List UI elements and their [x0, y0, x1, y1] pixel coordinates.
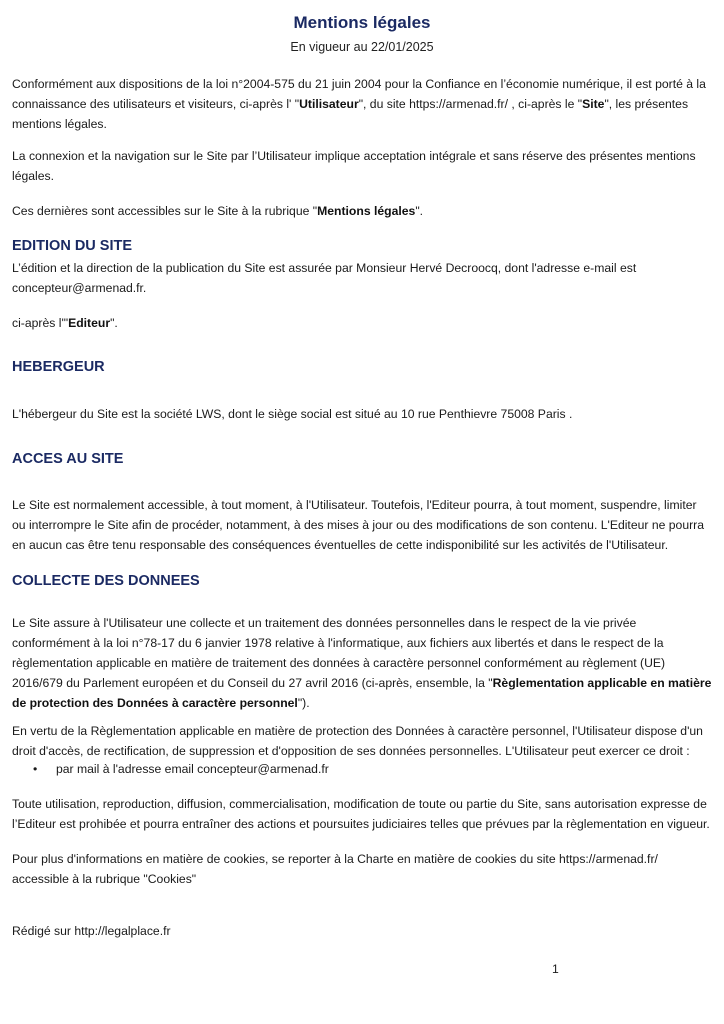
bold-term: Editeur: [68, 316, 111, 330]
text: Le Site assure à l'Utilisateur une collecte et un traitement des données personnelles dans le respect de la vie privée conformément à la loi n°78-17 du 6 janvier 1978 relative à l'informatique, aux fichiers aux libertés et dans le respect de la règlementation applicable en matière de traitement des données à caractère personnel conformément au règlement (UE) 2016/679 du Parlement européen et du Conseil du 27 avril 2016 (ci-après, ensemble, la ": [12, 616, 666, 690]
hebergeur-paragraph: L'hébergeur du Site est la société LWS, dont le siège social est situé au 10 rue Penthievre 75008 Paris .: [12, 407, 573, 421]
text: ", les présentes mentions légales.: [12, 97, 689, 131]
text: ".: [110, 316, 118, 330]
text: Conformément aux dispositions de la loi n°2004-575 du 21 juin 2004 pour la Confiance en l’économie numérique, il est porté à la connaissance des utilisateurs et visiteurs, ci-après l' ": [12, 77, 706, 111]
bullet-icon: •: [33, 762, 38, 776]
section-heading-hebergeur: HEBERGEUR: [12, 359, 105, 375]
edition-paragraph-1: L’édition et la direction de la publication du Site est assurée par Monsieur Hervé Decroocq, dont l'adresse e-mail est concepteur@armenad.fr.: [12, 261, 637, 295]
text: Ces dernières sont accessibles sur le Site à la rubrique ": [12, 204, 318, 218]
page-number: 1: [552, 962, 559, 976]
bold-term: Règlementation applicable en matière de protection des Données à caractère personnel: [12, 676, 712, 710]
bold-term: Mentions légales: [317, 204, 416, 218]
intro-paragraph-3: [12, 201, 712, 221]
text: ").: [297, 696, 310, 710]
collecte-paragraph-4: Pour plus d'informations en matière de cookies, se reporter à la Charte en matière de cookies du site https://armenad.fr/ accessible à la rubrique "Cookies": [12, 852, 658, 886]
collecte-paragraph-1: [12, 613, 712, 713]
text: ", du site https://armenad.fr/ , ci-après le ": [358, 97, 583, 111]
text: ci-après l'": [12, 316, 69, 330]
bold-term: Site: [582, 97, 605, 111]
edition-paragraph-2: [12, 313, 712, 333]
section-heading-collecte: COLLECTE DES DONNEES: [12, 573, 200, 589]
acces-paragraph: Le Site est normalement accessible, à tout moment, à l'Utilisateur. Toutefois, l'Editeur pourra, à tout moment, suspendre, limiter ou interrompre le Site afin de procéder, notamment, à des mises à jour ou des modifications de son contenu. L'Editeur ne pourra en aucun cas être tenu responsable des conséquences éventuelles de cette indisponibilité sur les activités de l'Utilisateur.: [12, 498, 704, 552]
text: ".: [415, 204, 424, 218]
intro-paragraph-2: La connexion et la navigation sur le Site par l’Utilisateur implique acceptation intégrale et sans réserve des présentes mentions légales.: [12, 149, 696, 183]
intro-paragraph-1: [12, 74, 712, 134]
page-title: Mentions légales: [293, 13, 431, 32]
collecte-paragraph-2: En vertu de la Règlementation applicable en matière de protection des Données à caractère personnel, l'Utilisateur dispose d'un droit d'accès, de rectification, de suppression et d'opposition de ses données personnelles. L'Utilisateur peut exercer ce droit :: [12, 724, 703, 758]
section-heading-edition: EDITION DU SITE: [12, 238, 133, 254]
section-heading-acces: ACCES AU SITE: [12, 451, 124, 467]
bold-term: Utilisateur: [299, 97, 359, 111]
effective-date: En vigueur au 22/01/2025: [290, 40, 434, 54]
bullet-item: par mail à l'adresse email concepteur@armenad.fr: [56, 762, 329, 776]
redige-note: Rédigé sur http://legalplace.fr: [12, 924, 171, 938]
collecte-paragraph-3: Toute utilisation, reproduction, diffusion, commercialisation, modification de toute ou partie du Site, sans autorisation expresse de l’Editeur est prohibée et pourra entraîner des actions et poursuites judiciaires telles que prévues par la règlementation en vigueur.: [12, 797, 710, 831]
